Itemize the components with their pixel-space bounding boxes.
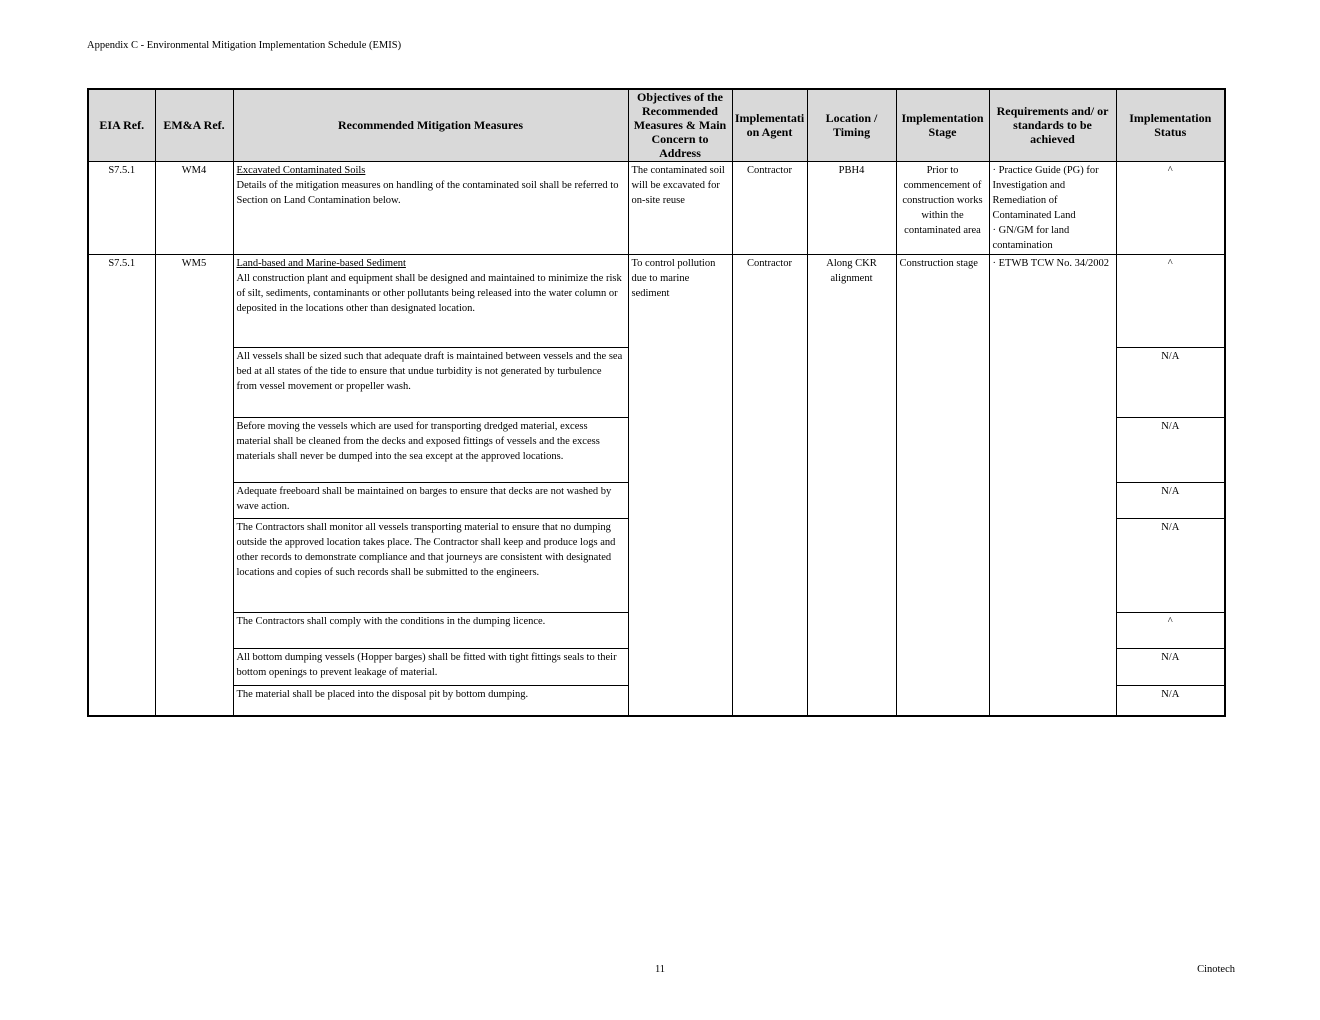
table-header bbox=[88, 89, 1225, 161]
measure-title: Excavated Contaminated Soils bbox=[236, 164, 366, 176]
header-row bbox=[88, 89, 1225, 161]
implementation-status: N/A bbox=[1116, 417, 1225, 482]
measure-text: All vessels shall be sized such that adequate draft is maintained between vessels and the sea bed at all states of the tide to ensure that undue turbidity is not generated by turbulence from vessel movement or propeller wash. bbox=[236, 350, 623, 392]
measure-cell bbox=[233, 685, 628, 716]
measure-text: The Contractors shall comply with the conditions in the dumping licence. bbox=[236, 615, 546, 627]
implementation-stage: Prior to commencement of construction works within the contaminated area bbox=[896, 161, 989, 254]
objectives: To control pollution due to marine sediment bbox=[628, 254, 732, 716]
measure-text: All bottom dumping vessels (Hopper barges) shall be fitted with tight fittings seals to their bottom openings to prevent leakage of material. bbox=[236, 651, 617, 678]
measure-text: Details of the mitigation measures on handling of the contaminated soil shall be referred to Section on Land Contamination below. bbox=[236, 179, 619, 206]
objectives: The contaminated soil will be excavated for on-site reuse bbox=[628, 161, 732, 254]
location-timing: Along CKR alignment bbox=[807, 254, 896, 716]
requirements bbox=[989, 161, 1116, 254]
implementation-status: N/A bbox=[1116, 518, 1225, 612]
implementation-status: N/A bbox=[1116, 648, 1225, 685]
requirements bbox=[989, 254, 1116, 716]
implementation-status: ^ bbox=[1116, 161, 1225, 254]
measure-cell bbox=[233, 347, 628, 417]
column-header-implementation-stage: Implementation Stage bbox=[896, 89, 989, 161]
measure-text: The Contractors shall monitor all vessels transporting material to ensure that no dumping outside the approved location takes place. The Contractor shall keep and produce logs and other records to demonstrate compliance and that journeys are consistent with designated locations and copies of such records shall be submitted to the engineers. bbox=[236, 521, 616, 578]
measure-title: Land-based and Marine-based Sediment bbox=[236, 257, 406, 269]
emis-table bbox=[87, 88, 1226, 717]
column-header-em-a-ref: EM&A Ref. bbox=[155, 89, 233, 161]
measure-cell bbox=[233, 161, 628, 254]
implementation-agent: Contractor bbox=[732, 161, 807, 254]
measure-cell bbox=[233, 648, 628, 685]
measure-cell bbox=[233, 417, 628, 482]
column-header-implementation-agent: Implementation Agent bbox=[732, 89, 807, 161]
implementation-stage: Construction stage bbox=[896, 254, 989, 716]
column-header-location-timing: Location / Timing bbox=[807, 89, 896, 161]
ema-ref: WM5 bbox=[155, 254, 233, 716]
requirement-item: · Practice Guide (PG) for Investigation and Remediation of Contaminated Land bbox=[992, 164, 1099, 221]
eia-ref: S7.5.1 bbox=[88, 254, 155, 716]
implementation-status: ^ bbox=[1116, 254, 1225, 347]
table-body bbox=[88, 161, 1225, 716]
column-header-implementation-status: Implementation Status bbox=[1116, 89, 1225, 161]
eia-ref: S7.5.1 bbox=[88, 161, 155, 254]
page-number: 11 bbox=[654, 964, 666, 975]
implementation-status: N/A bbox=[1116, 685, 1225, 716]
location-timing: PBH4 bbox=[807, 161, 896, 254]
measure-cell bbox=[233, 254, 628, 347]
measure-cell bbox=[233, 482, 628, 518]
implementation-status: N/A bbox=[1116, 482, 1225, 518]
column-header-recommended-mitigation-measures: Recommended Mitigation Measures bbox=[233, 89, 628, 161]
column-header-objectives-of-the-recommended-measures-main-concern-to-address: Objectives of the Recommended Measures & Main Concern to Address bbox=[628, 89, 732, 161]
measure-text: The material shall be placed into the disposal pit by bottom dumping. bbox=[236, 688, 529, 700]
measure-text: Before moving the vessels which are used for transporting dredged material, excess material shall be cleaned from the decks and exposed fittings of vessels and the excess materials shall never be dumped into the sea except at the approved locations. bbox=[236, 420, 600, 462]
column-header-requirements-and-or-standards-to-be-achieved: Requirements and/ or standards to be achieved bbox=[989, 89, 1116, 161]
table-row bbox=[88, 161, 1225, 254]
ema-ref: WM4 bbox=[155, 161, 233, 254]
measure-cell bbox=[233, 518, 628, 612]
requirement-item: · ETWB TCW No. 34/2002 bbox=[992, 257, 1110, 269]
implementation-status: N/A bbox=[1116, 347, 1225, 417]
column-header-eia-ref: EIA Ref. bbox=[88, 89, 155, 161]
measure-text: All construction plant and equipment shall be designed and maintained to minimize the risk of silt, sediments, contaminants or other pollutants being released into the water column or deposited in the locations other than designated location. bbox=[236, 272, 622, 314]
footer-company: Cinotech bbox=[1197, 964, 1235, 975]
appendix-title: Appendix C - Environmental Mitigation Implementation Schedule (EMIS) bbox=[87, 40, 402, 51]
implementation-agent: Contractor bbox=[732, 254, 807, 716]
measure-text: Adequate freeboard shall be maintained on barges to ensure that decks are not washed by wave action. bbox=[236, 485, 612, 512]
requirement-item: · GN/GM for land contamination bbox=[992, 224, 1070, 251]
implementation-status: ^ bbox=[1116, 612, 1225, 648]
measure-cell bbox=[233, 612, 628, 648]
table-row bbox=[88, 254, 1225, 347]
